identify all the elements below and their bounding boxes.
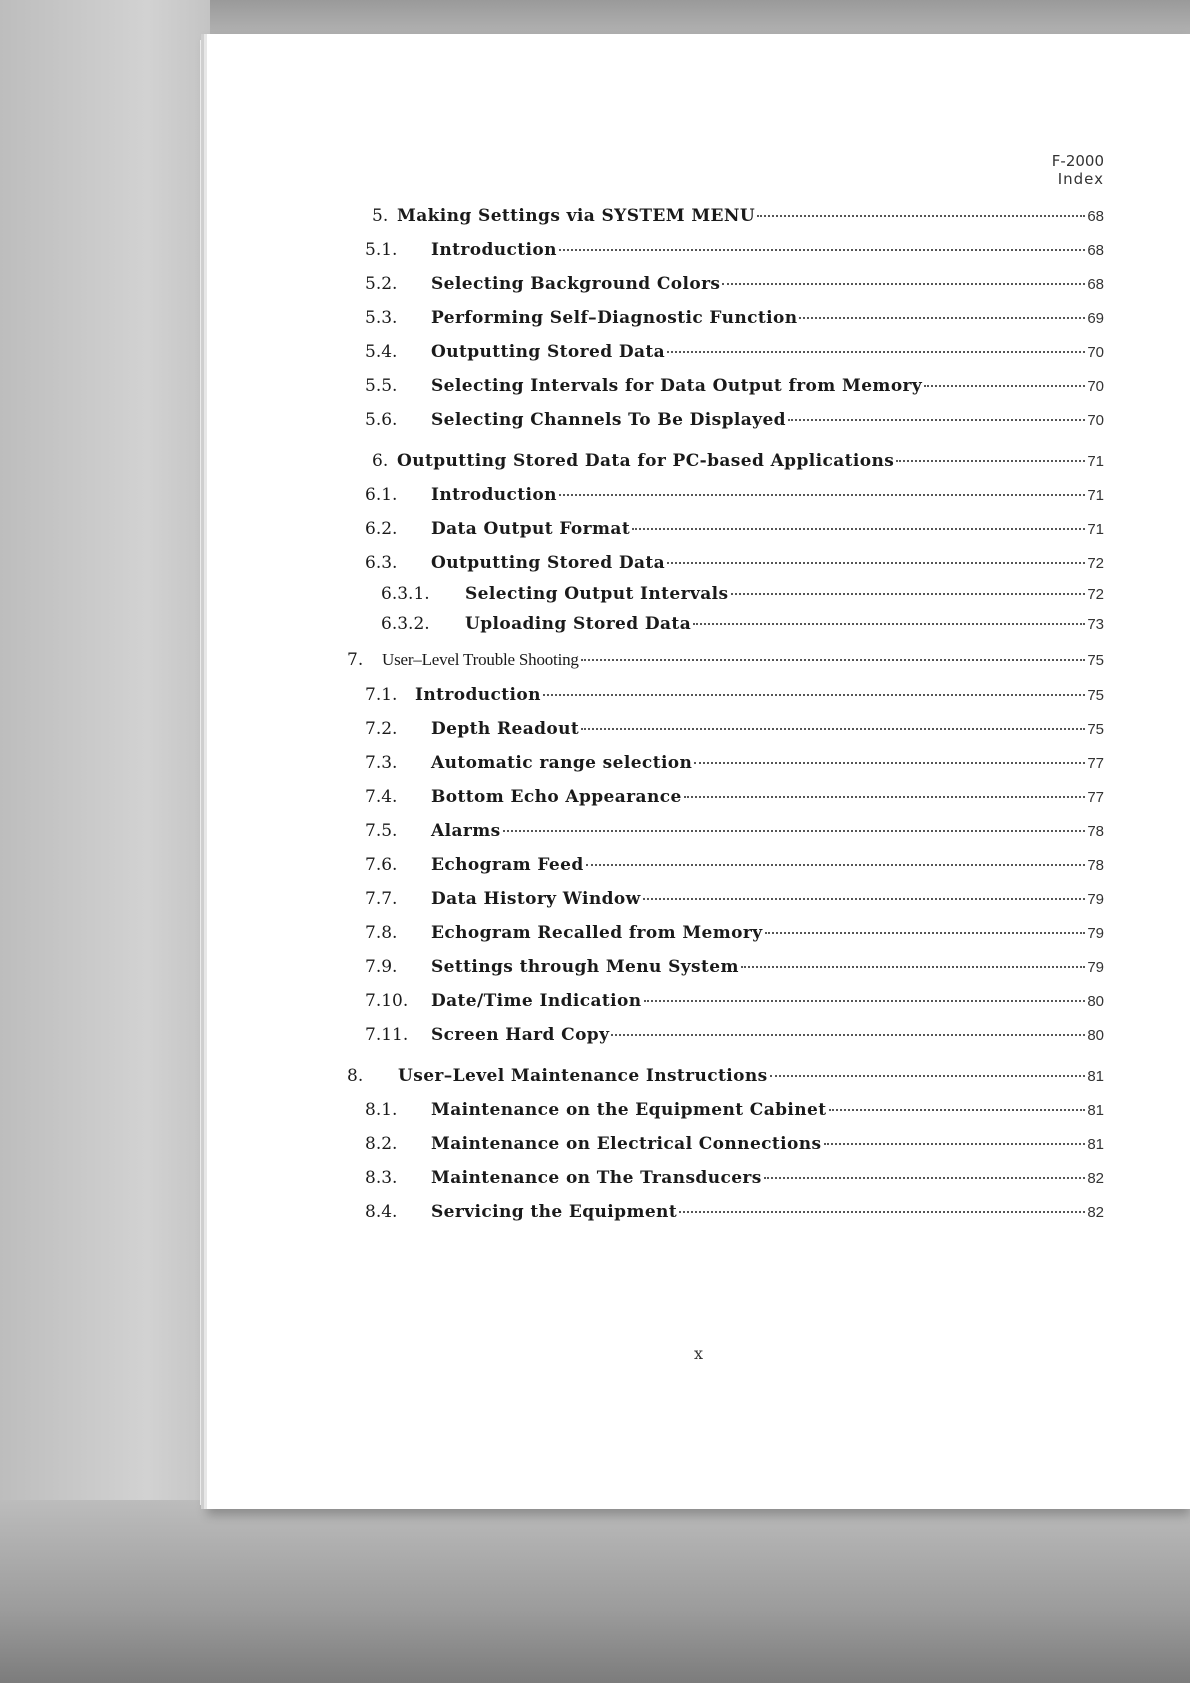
toc-entry-title: Screen Hard Copy bbox=[431, 1025, 610, 1045]
toc-entry bbox=[365, 410, 1104, 432]
toc-entry-page: 70 bbox=[1087, 412, 1104, 429]
toc-entry-number: 7.6. bbox=[365, 855, 398, 875]
toc-entry-title: Maintenance on The Transducers bbox=[431, 1168, 762, 1188]
dot-leader bbox=[684, 796, 1086, 798]
toc-entry bbox=[365, 274, 1104, 296]
toc-entry bbox=[365, 753, 1104, 775]
toc-entry-number: 7.7. bbox=[365, 889, 398, 909]
scan-background-bottom bbox=[0, 1500, 1190, 1683]
toc-entry bbox=[365, 991, 1104, 1013]
toc-entry-title: Servicing the Equipment bbox=[431, 1202, 678, 1222]
toc-entry-number: 6.3.2. bbox=[381, 614, 430, 634]
toc-entry-title: User–Level Trouble Shooting bbox=[382, 650, 579, 669]
toc-entry-title: Introduction bbox=[431, 485, 557, 505]
toc-entry-page: 79 bbox=[1087, 925, 1104, 942]
dot-leader bbox=[829, 1109, 1086, 1111]
toc-entry-page: 79 bbox=[1087, 891, 1104, 908]
toc-entry-page: 81 bbox=[1087, 1102, 1104, 1119]
toc-entry-page: 75 bbox=[1087, 652, 1104, 669]
toc-entry-page: 70 bbox=[1087, 344, 1104, 361]
toc-entry bbox=[365, 308, 1104, 330]
dot-leader bbox=[581, 659, 1086, 661]
toc-entry bbox=[365, 957, 1104, 979]
toc-entry-number: 7.4. bbox=[365, 787, 398, 807]
toc-entry-number: 7.10. bbox=[365, 991, 409, 1011]
toc-entry-page: 69 bbox=[1087, 310, 1104, 327]
dot-leader bbox=[693, 623, 1085, 625]
toc-entry-page: 75 bbox=[1087, 687, 1104, 704]
document-page bbox=[207, 34, 1190, 1509]
toc-entry-page: 71 bbox=[1087, 521, 1104, 538]
toc-entry-number: 7.11. bbox=[365, 1025, 409, 1045]
dot-leader bbox=[765, 932, 1086, 934]
toc-entry-number: 6. bbox=[372, 451, 389, 471]
toc-entry-page: 72 bbox=[1087, 586, 1104, 603]
toc-entry-title: Maintenance on Electrical Connections bbox=[431, 1134, 822, 1154]
toc-entry-number: 8.3. bbox=[365, 1168, 398, 1188]
toc-entry-title: Outputting Stored Data bbox=[431, 553, 666, 573]
toc-entry-title: Selecting Intervals for Data Output from Memory bbox=[431, 376, 923, 396]
toc-entry-title: Settings through Menu System bbox=[431, 957, 739, 977]
dot-leader bbox=[632, 528, 1085, 530]
toc-entry-page: 79 bbox=[1087, 959, 1104, 976]
toc-entry-title: Data Output Format bbox=[431, 519, 631, 539]
page-edge bbox=[200, 40, 204, 1505]
dot-leader bbox=[896, 460, 1085, 462]
toc-entry-page: 71 bbox=[1087, 487, 1104, 504]
toc-entry-page: 78 bbox=[1087, 823, 1104, 840]
toc-entry-page: 81 bbox=[1087, 1136, 1104, 1153]
toc-entry-title: Echogram Recalled from Memory bbox=[431, 923, 763, 943]
toc-entry-title: Introduction bbox=[431, 240, 557, 260]
toc-entry-page: 78 bbox=[1087, 857, 1104, 874]
toc-entry-title: Echogram Feed bbox=[431, 855, 584, 875]
toc-entry bbox=[365, 342, 1104, 364]
toc-entry bbox=[365, 1100, 1104, 1122]
toc-entry bbox=[365, 821, 1104, 843]
toc-entry-number: 8.4. bbox=[365, 1202, 398, 1222]
table-of-contents bbox=[207, 34, 1190, 1509]
toc-entry bbox=[365, 719, 1104, 741]
toc-entry-page: 73 bbox=[1087, 616, 1104, 633]
toc-entry-title: Depth Readout bbox=[431, 719, 580, 739]
toc-entry-number: 8. bbox=[347, 1066, 364, 1086]
dot-leader bbox=[667, 351, 1085, 353]
toc-entry-number: 5.2. bbox=[365, 274, 398, 294]
toc-entry-title: Outputting Stored Data bbox=[431, 342, 666, 362]
doc-code: F-2000 bbox=[1051, 152, 1104, 170]
toc-entry-page: 80 bbox=[1087, 1027, 1104, 1044]
toc-entry bbox=[372, 206, 1104, 228]
toc-entry-number: 6.3. bbox=[365, 553, 398, 573]
dot-leader bbox=[559, 249, 1085, 251]
toc-entry-title: Selecting Output Intervals bbox=[465, 584, 729, 604]
toc-entry-page: 68 bbox=[1087, 276, 1104, 293]
toc-entry bbox=[347, 1066, 1104, 1088]
toc-entry-title: Date/Time Indication bbox=[431, 991, 642, 1011]
toc-entry-title: Uploading Stored Data bbox=[465, 614, 692, 634]
toc-entry-page: 71 bbox=[1087, 453, 1104, 470]
toc-entry bbox=[365, 685, 1104, 707]
toc-entry bbox=[365, 485, 1104, 507]
toc-entry bbox=[381, 584, 1104, 606]
toc-entry-title: Performing Self–Diagnostic Function bbox=[431, 308, 798, 328]
dot-leader bbox=[559, 494, 1085, 496]
toc-entry bbox=[365, 787, 1104, 809]
toc-entry bbox=[365, 1168, 1104, 1190]
toc-entry bbox=[365, 1202, 1104, 1224]
dot-leader bbox=[694, 762, 1085, 764]
dot-leader bbox=[799, 317, 1085, 319]
toc-entry bbox=[372, 451, 1104, 473]
toc-entry-number: 8.2. bbox=[365, 1134, 398, 1154]
toc-entry-number: 7. bbox=[347, 650, 364, 670]
toc-entry bbox=[365, 519, 1104, 541]
toc-entry-number: 7.8. bbox=[365, 923, 398, 943]
toc-entry-number: 7.1. bbox=[365, 685, 398, 705]
toc-entry-number: 6.2. bbox=[365, 519, 398, 539]
dot-leader bbox=[924, 385, 1085, 387]
toc-entry-number: 5.4. bbox=[365, 342, 398, 362]
toc-entry bbox=[365, 1134, 1104, 1156]
section-label: Index bbox=[1057, 170, 1104, 188]
toc-entry-page: 82 bbox=[1087, 1170, 1104, 1187]
toc-entry-page: 75 bbox=[1087, 721, 1104, 738]
toc-entry-title: Selecting Channels To Be Displayed bbox=[431, 410, 786, 430]
toc-entry-page: 72 bbox=[1087, 555, 1104, 572]
toc-entry-title: Selecting Background Colors bbox=[431, 274, 721, 294]
dot-leader bbox=[581, 728, 1085, 730]
toc-entry bbox=[365, 923, 1104, 945]
toc-entry-page: 81 bbox=[1087, 1068, 1104, 1085]
toc-entry-number: 7.2. bbox=[365, 719, 398, 739]
page-number: x bbox=[693, 1344, 704, 1363]
toc-entry bbox=[365, 855, 1104, 877]
toc-entry-number: 6.3.1. bbox=[381, 584, 430, 604]
dot-leader bbox=[586, 864, 1086, 866]
dot-leader bbox=[757, 215, 1085, 217]
dot-leader bbox=[788, 419, 1085, 421]
toc-entry bbox=[365, 240, 1104, 262]
toc-entry-title: Data History Window bbox=[431, 889, 641, 909]
dot-leader bbox=[770, 1075, 1086, 1077]
toc-entry-title: Bottom Echo Appearance bbox=[431, 787, 682, 807]
toc-entry-number: 6.1. bbox=[365, 485, 398, 505]
toc-entry-page: 80 bbox=[1087, 993, 1104, 1010]
toc-entry-page: 68 bbox=[1087, 242, 1104, 259]
toc-entry-page: 68 bbox=[1087, 208, 1104, 225]
toc-entry-number: 5.3. bbox=[365, 308, 398, 328]
toc-entry-title: Maintenance on the Equipment Cabinet bbox=[431, 1100, 827, 1120]
toc-entry bbox=[365, 553, 1104, 575]
toc-entry-number: 7.3. bbox=[365, 753, 398, 773]
toc-entry bbox=[365, 1025, 1104, 1047]
toc-entry-number: 5.1. bbox=[365, 240, 398, 260]
toc-entry-number: 8.1. bbox=[365, 1100, 398, 1120]
dot-leader bbox=[644, 1000, 1086, 1002]
toc-entry-number: 5.5. bbox=[365, 376, 398, 396]
dot-leader bbox=[741, 966, 1085, 968]
toc-entry-number: 7.5. bbox=[365, 821, 398, 841]
dot-leader bbox=[611, 1034, 1085, 1036]
dot-leader bbox=[824, 1143, 1086, 1145]
toc-entry-page: 70 bbox=[1087, 378, 1104, 395]
dot-leader bbox=[679, 1211, 1085, 1213]
dot-leader bbox=[543, 694, 1085, 696]
toc-entry-page: 82 bbox=[1087, 1204, 1104, 1221]
dot-leader bbox=[503, 830, 1086, 832]
toc-entry-title: User–Level Maintenance Instructions bbox=[398, 1066, 768, 1086]
toc-entry bbox=[365, 889, 1104, 911]
toc-entry-page: 77 bbox=[1087, 755, 1104, 772]
toc-entry-title: Automatic range selection bbox=[431, 753, 693, 773]
dot-leader bbox=[764, 1177, 1086, 1179]
toc-entry-title: Alarms bbox=[431, 821, 501, 841]
toc-entry-page: 77 bbox=[1087, 789, 1104, 806]
toc-entry bbox=[381, 614, 1104, 636]
dot-leader bbox=[643, 898, 1086, 900]
dot-leader bbox=[722, 283, 1085, 285]
toc-entry-title: Making Settings via SYSTEM MENU bbox=[397, 206, 756, 226]
toc-entry-title: Introduction bbox=[415, 685, 541, 705]
toc-entry bbox=[347, 650, 1104, 672]
toc-entry-number: 7.9. bbox=[365, 957, 398, 977]
toc-entry-number: 5.6. bbox=[365, 410, 398, 430]
dot-leader bbox=[667, 562, 1085, 564]
toc-entry-title: Outputting Stored Data for PC-based Applications bbox=[397, 451, 895, 471]
toc-entry-number: 5. bbox=[372, 206, 389, 226]
scan-background-left bbox=[0, 0, 210, 1683]
dot-leader bbox=[731, 593, 1086, 595]
toc-entry bbox=[365, 376, 1104, 398]
